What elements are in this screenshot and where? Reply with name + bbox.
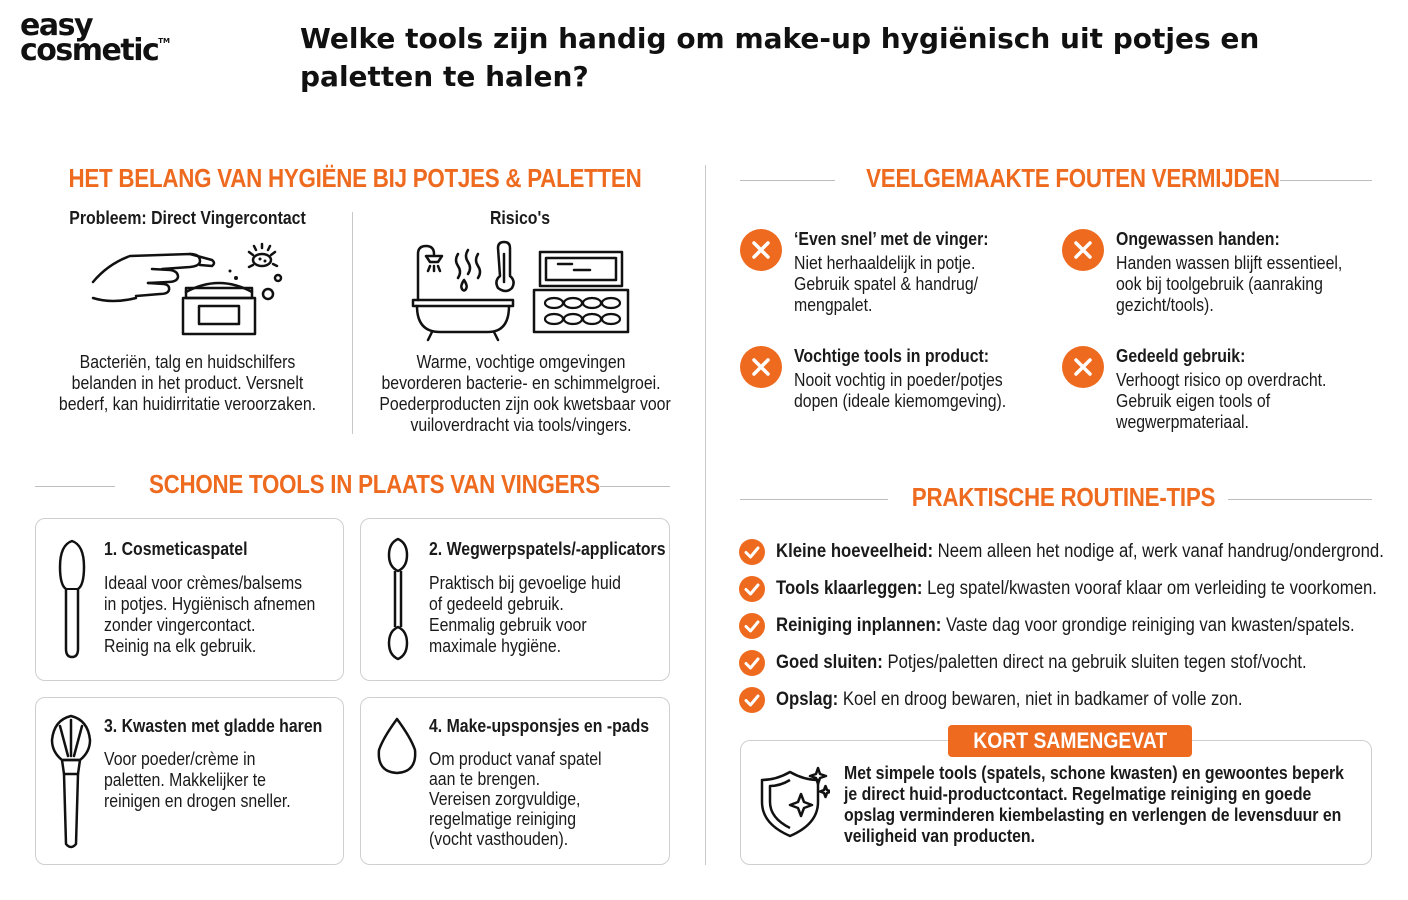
check-icon	[739, 576, 765, 602]
spatula-icon	[56, 537, 88, 661]
tool-text-line: in potjes. Hygiënisch afnemen	[104, 594, 316, 614]
tool-card-title: 4. Make-upsponsjes en -pads	[429, 716, 650, 736]
tool-text-line: reinigen en drogen sneller.	[104, 791, 291, 811]
tool-card-text	[104, 573, 315, 657]
finger-jar-icon	[90, 236, 290, 338]
hygiene-section-title: HET BELANG VAN HYGIËNE BIJ POTJES & PALETTEN	[68, 163, 642, 193]
tip-label: Reiniging inplannen:	[776, 615, 942, 636]
mistakes-section-title: VEELGEMAAKTE FOUTEN VERMIJDEN	[866, 163, 1280, 193]
mistake-text	[1116, 253, 1342, 316]
mistake-text-line: Handen wassen blijft essentieel,	[1116, 253, 1343, 273]
summary-text-line: opslag verminderen kiembelasting en verlengen de levensduur en	[844, 805, 1342, 825]
mistake-text-line: Nooit vochtig in poeder/potjes	[794, 370, 1003, 390]
tool-card-sponge	[360, 697, 670, 865]
tool-text-line: Praktisch bij gevoelige huid	[429, 573, 621, 593]
tool-text-line: aan te brengen.	[429, 769, 540, 789]
tip-item	[776, 577, 1377, 601]
tip-item	[776, 651, 1307, 675]
check-icon	[739, 687, 765, 713]
mistake-text	[794, 253, 978, 316]
tip-item	[776, 688, 1243, 712]
risks-text-line: vuiloverdracht via tools/vingers.	[410, 415, 632, 435]
tool-card-applicator	[360, 518, 670, 681]
mistake-text	[794, 370, 1006, 412]
risks-text-line: Warme, vochtige omgevingen	[416, 352, 626, 372]
check-icon	[739, 650, 765, 676]
applicator-icon	[385, 537, 411, 661]
risks-text-line: Poederproducten zijn ook kwetsbaar voor	[379, 394, 671, 414]
brush-icon	[48, 712, 94, 852]
problem-title: Probleem: Direct Vingercontact	[69, 208, 306, 228]
tips-title-rule-left	[740, 499, 888, 500]
tool-text-line: regelmatige reiniging	[429, 809, 577, 829]
tool-text-line: of gedeeld gebruik.	[429, 594, 564, 614]
tip-text: Leg spatel/kwasten vooraf klaar om verleiding te voorkomen.	[922, 578, 1377, 599]
mistake-title: Ongewassen handen:	[1116, 229, 1280, 249]
mistake-text	[1116, 370, 1326, 433]
tool-text-line: Voor poeder/crème in	[104, 749, 256, 769]
tool-card-text	[429, 749, 602, 849]
tool-card-brush	[35, 697, 344, 865]
logo-trademark: TM	[158, 36, 171, 45]
tool-card-title: 3. Kwasten met gladde haren	[104, 716, 323, 736]
problem-text	[58, 352, 318, 415]
problem-text-line: belanden in het product. Versnelt	[71, 373, 304, 393]
summary-text-line: Met simpele tools (spatels, schone kwasten) en gewoontes beperk	[844, 763, 1344, 783]
tools-section-title: SCHONE TOOLS IN PLAATS VAN VINGERS	[148, 469, 600, 499]
tool-text-line: Reinig na elk gebruik.	[104, 636, 257, 656]
tips-title-rule-right	[1228, 499, 1372, 500]
x-icon	[1062, 346, 1104, 388]
tool-card-title: 1. Cosmeticaspatel	[104, 539, 248, 559]
shield-sparkle-icon	[758, 766, 830, 840]
summary-text-line: je direct huid-productcontact. Regelmatige reiniging en goede	[844, 784, 1312, 804]
x-icon	[1062, 229, 1104, 271]
mistake-text-line: Verhoogt risico op overdracht.	[1116, 370, 1327, 390]
tools-title-rule-right	[600, 486, 670, 487]
mistake-text-line: Niet herhaaldelijk in potje.	[794, 253, 976, 273]
tool-card-title: 2. Wegwerpspatels/-applicators	[429, 539, 666, 559]
brand-logo	[20, 8, 171, 68]
summary-label-text: KORT SAMENGEVAT	[973, 728, 1168, 753]
page-title: Welke tools zijn handig om make-up hygiënisch uit potjes en paletten te halen?	[300, 22, 1260, 93]
tool-text-line: Ideaal voor crèmes/balsems	[104, 573, 303, 593]
check-icon	[739, 539, 765, 565]
summary-text-line: veiligheid van producten.	[844, 826, 1036, 846]
tool-card-text	[104, 749, 291, 812]
mistake-title: Gedeeld gebruik:	[1116, 346, 1246, 366]
mistakes-title-rule-left	[740, 180, 835, 181]
risks-text	[379, 352, 671, 436]
mistake-title: ‘Even snel’ met de vinger:	[794, 229, 989, 249]
tool-text-line: (vocht vasthouden).	[429, 829, 569, 849]
tips-section-title: PRAKTISCHE ROUTINE-TIPS	[911, 482, 1216, 512]
tip-item	[776, 614, 1355, 638]
bathtub-palette-icon	[410, 240, 635, 346]
tool-card-spatula	[35, 518, 344, 681]
mistake-text-line: Gebruik eigen tools of	[1116, 391, 1271, 411]
logo-line-2: cosmetic	[20, 32, 159, 68]
mistake-text-line: Gebruik spatel & handrug/	[794, 274, 979, 294]
sponge-icon	[375, 716, 419, 776]
mistake-text-line: wegwerpmateriaal.	[1116, 412, 1249, 432]
logo-line-1: easy	[20, 8, 93, 43]
column-divider	[705, 165, 706, 865]
problem-text-line: Bacteriën, talg en huidschilfers	[79, 352, 296, 372]
check-icon	[739, 613, 765, 639]
mistake-text-line: gezicht/tools).	[1116, 295, 1214, 315]
mistake-text-line: dopen (ideale kiemomgeving).	[794, 391, 1007, 411]
x-icon	[740, 229, 782, 271]
risks-text-line: bevorderen bacterie- en schimmelgroei.	[381, 373, 661, 393]
tool-text-line: zonder vingercontact.	[104, 615, 256, 635]
summary-text	[844, 763, 1344, 847]
tip-item	[776, 540, 1384, 564]
problem-text-line: bederf, kan huidirritatie veroorzaken.	[58, 394, 317, 414]
tip-text: Potjes/paletten direct na gebruik sluiten tegen stof/vocht.	[882, 652, 1307, 673]
x-icon	[740, 346, 782, 388]
tool-card-text	[429, 573, 621, 657]
tool-text-line: maximale hygiëne.	[429, 636, 562, 656]
tip-text: Neem alleen het nodige af, werk vanaf handrug/ondergrond.	[933, 541, 1384, 562]
tip-label: Tools klaarleggen:	[776, 578, 923, 599]
summary-label	[948, 725, 1192, 757]
tip-label: Opslag:	[776, 689, 839, 710]
mistake-title: Vochtige tools in product:	[794, 346, 990, 366]
tools-title-rule-left	[35, 486, 115, 487]
risks-title: Risico's	[489, 208, 551, 228]
mistakes-title-rule-right	[1280, 180, 1372, 181]
tip-text: Vaste dag voor grondige reiniging van kwasten/spatels.	[941, 615, 1355, 636]
tip-label: Goed sluiten:	[776, 652, 883, 673]
hygiene-divider	[352, 212, 353, 434]
tip-text: Koel en droog bewaren, niet in badkamer of volle zon.	[838, 689, 1243, 710]
tool-text-line: paletten. Makkelijker te	[104, 770, 267, 790]
tool-text-line: Om product vanaf spatel	[429, 749, 602, 769]
tip-label: Kleine hoeveelheid:	[776, 541, 934, 562]
mistake-text-line: ook bij toolgebruik (aanraking	[1116, 274, 1323, 294]
tool-text-line: Vereisen zorgvuldige,	[429, 789, 581, 809]
tool-text-line: Eenmalig gebruik voor	[429, 615, 587, 635]
mistake-text-line: mengpalet.	[794, 295, 873, 315]
